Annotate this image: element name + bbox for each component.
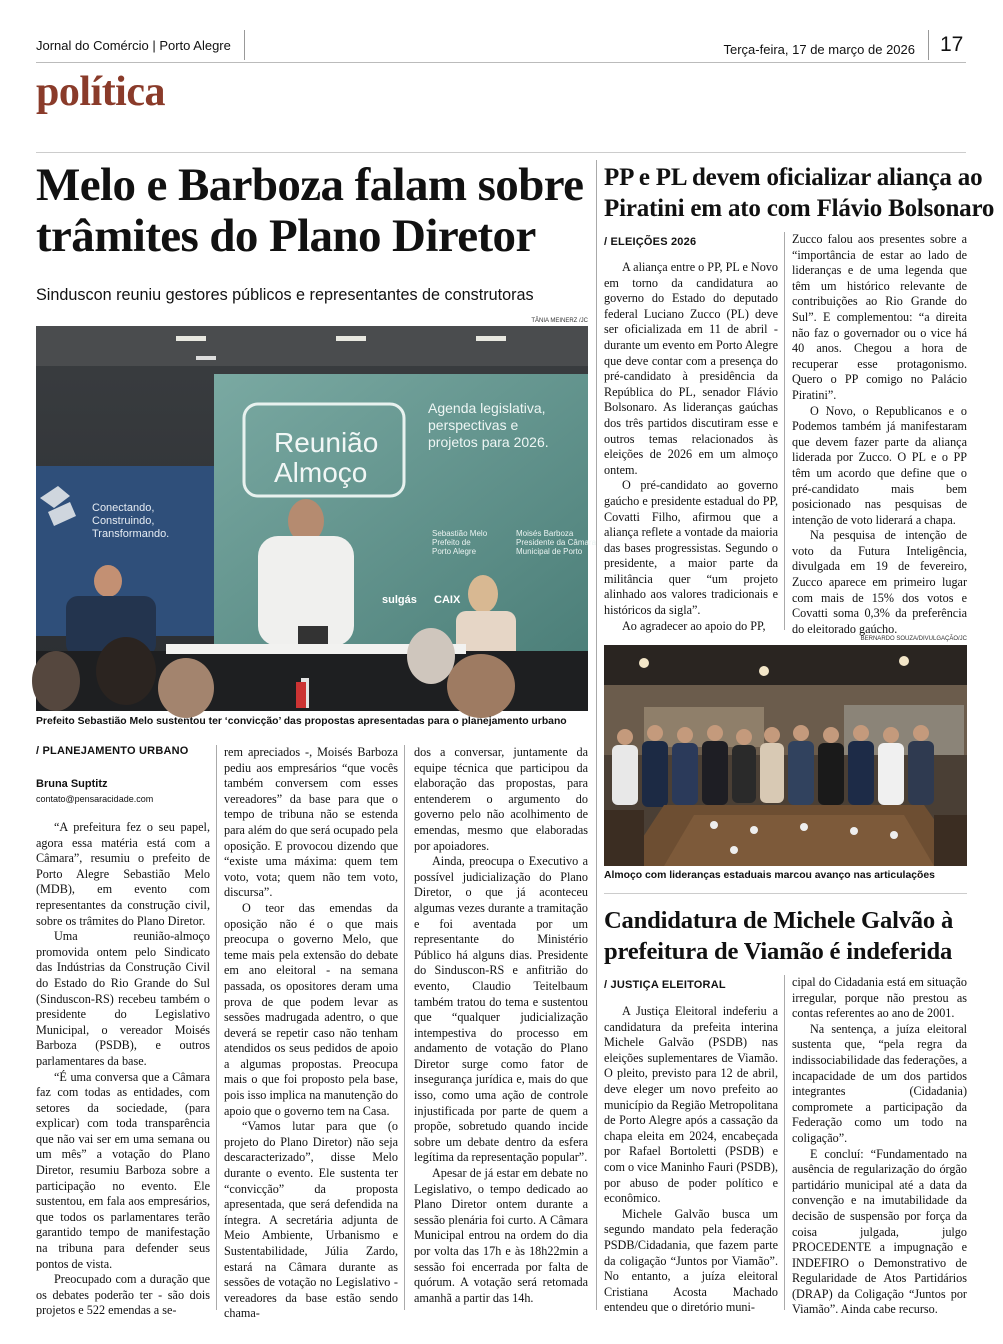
slide-agenda: Agenda legislativa, perspectivas e projetos para 2026.: [428, 400, 549, 450]
column-rule: [404, 745, 405, 1310]
header-divider: [928, 30, 929, 60]
column-rule: [784, 232, 785, 630]
slide-title: Reunião Almoço: [274, 427, 379, 488]
main-col-2: rem apreciados -, Moisés Barboza pediu aos empresários “que vocês também conversem com esses vereadores” da base para que o tempo de tribuna não se estenda para além do que será ocupado pela oposição. E provocou dizendo que “existe uma máxima: quem tem voto, vota; quem não tem voto, discursa”. O teor das emendas da oposição não é o que mais preocupa o governo Melo, que teme mais pela extensão do debate em ano eleitoral - na semana passada, os opositores deram uma prova de que podem levar as sessões madrugada adentro, o que deverá se repetir caso não tenham atendidos os seus pedidos de apoio a algumas propostas. Preocupa mais o que foi proposto pela base, pois isso implica na manutenção do apoio que o governo tem na Casa. “Vamos lutar para que (o projeto do Plano Diretor) não seja descaracterizado”, disse Melo durante o evento. Ele sustenta ter “convicção” da proposta apresentada, que será defendida na íntegra. A secretária adjunta de Meio Ambiente, Urbanismo e Sustentabilidade, Júlia Zardo, estará na Câmara durante as sessões de votação no Legislativo - vereadores da base estão sendo chama-: [224, 745, 398, 1321]
article2-col-2: Zucco falou aos presentes sobre a “importância de estar ao lado de lideranças e de uma legenda que têm um histórico relevante de contribuições ao Rio Grande do Sul”. E complementou: “a direita não faz o governador ou o vice há 40 anos. Chegou a hora de recuperar esse protagonismo. Quero o PP comigo no Palácio Piratini”. O Novo, o Republicanos e o Podemos também já manifestaram que devem fazer parte da aliança liderada por Zucco. O PL e o PP têm um acordo que define que o pré-candidato mais bem posicionado nas pesquisas de intenção de voto liderará a chapa. Na pesquisa de intenção de voto da Futura Inteligência, divulgada em 19 de fevereiro, Zucco aparece em primeiro lugar com mais de 15% dos votos e Covatti soma 0,3% da preferência do eleitorado gaúcho.: [792, 232, 967, 636]
article3-kicker: / JUSTIÇA ELEITORAL: [604, 979, 726, 991]
main-subheadline: Sinduscon reuniu gestores públicos e representantes de construtoras: [36, 286, 534, 304]
article2-headline: PP e PL devem oficializar aliança ao Piratini em ato com Flávio Bolsonaro: [604, 164, 995, 222]
column-rule: [596, 160, 597, 1310]
main-kicker: / PLANEJAMENTO URBANO: [36, 745, 189, 757]
slide-person2: Moisés Barboza Presidente da Câmara Municipal de Porto: [516, 529, 597, 556]
article2-col-1: A aliança entre o PP, PL e Novo em torno da candidatura ao governo do Estado do deputado federal Luciano Zucco (PL) deve ser oficializada em 11 de abril - durante um evento em Porto Alegre que deve contar com a presença do pré-candidato à presidência da República do PL, senador Flávio Bolsonaro. As lideranças gaúchas dos três partidos discutiram esse e outros temas relacionados às eleições de 2026 em um almoço ontem. O pré-candidato ao governo gaúcho e presidente estadual do PP, Covatti Filho, afirmou que a aliança reflete a vontade da maioria das bases progressistas. Segundo o presidente, a maior parte da militância quer “um projeto alinhado aos valores tradicionais e históricos da sigla”. Ao agradecer ao apoio do PP,: [604, 260, 778, 633]
author-email: contato@pensaracidade.com: [36, 794, 154, 804]
issue-date: Terça-feira, 17 de março de 2026: [723, 42, 915, 57]
publication-name: Jornal do Comércio | Porto Alegre: [36, 38, 231, 53]
main-col-3: dos a conversar, juntamente da equipe técnica que participou da elaboração das propostas, para entenderem o argumento do governo pelo não acolhimento de emendas, mesmo que elaboradas por apoiadores. Ainda, preocupa o Executivo a possível judicialização do Plano Diretor, o que já aconteceu algumas vezes durante a tramitação e foi aventada por um representante do Ministério Público há alguns dias. Presidente do Sinduscon-RS e anfitrião do evento, Claudio Teitelbaum também tratou do tema e sustentou que “qualquer judicialização intempestiva do processo em andamento de votação do Plano Diretor surge como fator de insegurança jurídica e, mais do que isso, como uma ação de controle injustificada por parte de quem a propõe, sobretudo quando incide sobre um debate dentro da esfera legítima da representação popular”. Apesar de já estar em debate no Legislativo, o tempo dedicado ao Plano Diretor ontem durante a sessão plenária foi curto. A Câmara Municipal entrou na ordem do dia por volta das 17h e às 18h22min a sessão foi encerrada por falta de quórum. A votação será retomada amanhã a partir das 14h.: [414, 745, 588, 1305]
article2-kicker: / ELEIÇÕES 2026: [604, 236, 697, 248]
header-divider: [244, 30, 245, 60]
article3-col-2: cipal do Cidadania está em situação irregular, porque não prestou as contas referentes ao ano de 2001. Na sentença, a juíza eleitoral sustenta que, “pela regra da indissociabilidade das federações, a incapacidade de um dos partidos integrantes (Cidadania) compromete a participação da Federação como um todo na coligação”. E concluí: “Fundamentado na ausência de regularização do órgão partidário municipal até a data da convenção e na imutabilidade da decisão de suspensão por força da coisa julgada, julgo PROCEDENTE a impugnação e INDEFIRO o Demonstrativo de Regularidade de Atos Partidários (DRAP) da Coligação “Juntos por Viamão”. Ainda cabe recurso.: [792, 975, 967, 1317]
header-rule: [36, 62, 966, 63]
article2-photo-caption: Almoço com lideranças estaduais marcou avanço nas articulações: [604, 870, 935, 881]
slide-tagline: Conectando, Construindo, Transformando.: [92, 502, 170, 540]
author-name: Bruna Suptitz: [36, 778, 108, 790]
section-title: política: [36, 69, 165, 115]
sponsor-logo: sulgás: [382, 594, 417, 606]
column-rule: [216, 745, 217, 1310]
article3-col-1: A Justiça Eleitoral indeferiu a candidatura da prefeita interina Michele Galvão (PSDB) nas eleições suplementares de Viamão. O pleito, previsto para 12 de abril, deve eleger um novo prefeito ao município da Região Metropolitana de Porto Alegre após a cassação da chapa eleita em 2024, encabeçada por Rafael Bortoletti (PSDB) e com o vice Maninho Fauri (PSDB), por abuso de poder político e econômico. Michele Galvão busca um segundo mandato pela federação PSDB/Cidadania, que fazem parte da coligação “Juntos por Viamão”. No entanto, a juíza eleitoral Cristiana Acosta Machado entendeu que o diretório muni-: [604, 1004, 778, 1315]
sponsor-logo: CAIX: [434, 594, 461, 606]
slide-person1: Sebastião Melo Prefeito de Porto Alegre: [432, 529, 488, 556]
main-col-1: “A prefeitura fez o seu papel, agora essa matéria está com a Câmara”, resumiu o prefeito de Porto Alegre Sebastião Melo (MDB), em evento com representantes da construção civil, sobre os trâmites do Plano Diretor. Uma reunião-almoço promovida ontem pelo Sindicato das Indústrias da Construção Civil do Estado do Rio Grande do Sul (Sinduscon-RS) recebeu também o presidente do Legislativo Municipal, o vereador Moisés Barboza (PSDB), e outros parlamentares da base. “É uma conversa que a Câmara faz com todas as entidades, com setores da sociedade, (para explicar) com toda transparência que não vai ser em uma semana ou um mês” a votação do Plano Diretor, resumiu Barboza sobre a participação no evento. Ele sustentou, em fala aos empresários, que todos os parlamentares terão garantido tempo de manifestação na tribuna para defender seus pontos de vista. Preocupado com a duração que os debates poderão ter - são dois projetos e 522 emendas a se-: [36, 820, 210, 1318]
photo-credit: BERNARDO SOUZA/DIVULGAÇÃO/JC: [860, 636, 967, 642]
section-rule: [36, 152, 966, 153]
lunch-photo: [604, 645, 967, 866]
main-headline: Melo e Barboza falam sobre trâmites do Plano Diretor: [36, 159, 584, 262]
main-photo-caption: Prefeito Sebastião Melo sustentou ter ‘convicção’ das propostas apresentadas para o planejamento urbano: [36, 716, 567, 727]
column-rule: [784, 975, 785, 1310]
event-photo: [36, 326, 597, 711]
photo-credit: TÂNIA MEINERZ /JC: [531, 318, 588, 324]
article3-headline: Candidatura de Michele Galvão à prefeitura de Viamão é indeferida: [604, 907, 954, 965]
page-number: 17: [940, 33, 964, 56]
article-rule: [604, 893, 967, 894]
lunch-photo-drawing: [604, 645, 967, 866]
